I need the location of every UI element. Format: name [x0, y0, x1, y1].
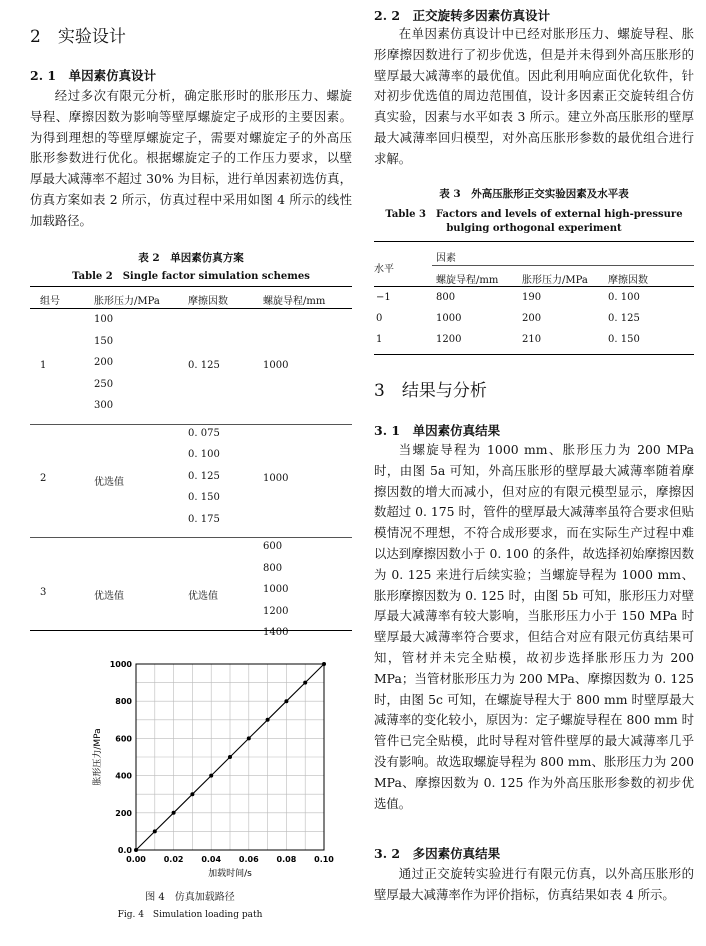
- table3-value-cell: 800: [436, 292, 456, 303]
- table3-value-cell: 0. 125: [608, 313, 640, 324]
- table2-pressure-value: 200: [94, 357, 114, 368]
- table2-friction-value: 0. 100: [188, 449, 220, 460]
- table2-caption-en: Table 2 Single factor simulation schemes: [72, 271, 310, 282]
- table3-header-friction: 摩擦因数: [608, 275, 648, 286]
- data-point: [153, 829, 157, 833]
- table3-header-factor: 因素: [436, 253, 456, 264]
- table2-pressure-value: 100: [94, 314, 114, 325]
- x-axis-label: 加载时间/s: [208, 869, 252, 879]
- x-tick-label: 0.10: [314, 855, 334, 864]
- y-tick-label: 600: [115, 734, 132, 744]
- table3-value-cell: 0. 150: [608, 334, 640, 345]
- table2-pressure-value: 250: [94, 378, 114, 390]
- subsection-3-1-title: 3. 1 单因素仿真结果: [374, 423, 501, 438]
- fig4-caption-zh: 图 4 仿真加载路径: [145, 892, 235, 903]
- table2-group-id: 1: [40, 359, 47, 371]
- table3-value-cell: 210: [522, 334, 542, 345]
- table2-group-divider: [30, 424, 352, 425]
- data-point: [284, 699, 288, 703]
- data-point: [322, 662, 326, 666]
- table3: [374, 241, 694, 356]
- x-tick-label: 0.02: [163, 855, 184, 864]
- paragraph-single-factor: 经过多次有限元分析，确定胀形时的胀形压力、螺旋导程、摩擦因数为影响等壁厚螺旋定子成形的主要因素。为得到理想的等壁厚螺旋定子，需要对螺旋定子的外高压胀形参数进行优化。根据螺旋定子的工作压力要求，以壁厚最大减薄率不超过 30% 为目标，进行单因素初选仿真，仿真方案如表 2 所示，仿真过程中采用如图 4 所示的线性加载路径。: [30, 88, 352, 228]
- table2-lead-value: 1000: [263, 584, 289, 595]
- data-point: [266, 718, 270, 722]
- table3-value-cell: 1200: [436, 334, 462, 345]
- fig4-caption-en: Fig. 4 Simulation loading path: [117, 910, 263, 920]
- table3-level-cell: −1: [376, 292, 391, 303]
- data-point: [228, 755, 232, 759]
- data-point: [209, 774, 213, 778]
- paragraph-orthogonal-design: 在单因素仿真设计中已经对胀形压力、螺旋导程、胀形摩擦因数进行了初步优选，但是并未得到外高压胀形的壁厚最大减薄率的最优值。因此利用响应面优化软件，针对初步优选值的周边范围值，设计多因素正交旋转组合仿真实验，因素与水平如表 3 所示。建立外高压胀形的壁厚最大减薄率回归模型，对外高压胀形参数的最优组合进行求解。: [374, 26, 694, 166]
- data-point: [190, 792, 194, 796]
- table2-lead-value: 1200: [263, 605, 289, 617]
- section-3-title: 3 结果与分析: [374, 381, 487, 401]
- table3-value-cell: 190: [522, 292, 542, 303]
- paragraph-single-factor-results: 当螺旋导程为 1000 mm、胀形压力为 200 MPa 时，由图 5a 可知，外高压胀形的壁厚最大减薄率随着摩擦因数的增大而减小，但对应的有限元模型显示，摩擦因数超过 0. 175 时，管件的壁厚最大减薄率虽符合要求但贴模情况不理想，不符合成形要求，而在实际生产过程中难以达到摩擦因数小于 0. 100 的条件，故选择初始摩擦因数为 0. 125 来进行后续实验；当螺旋导程为 1000 mm、胀形摩擦因数为 0. 125 时，由图 5b 可知，胀形压力对壁厚最大减薄率有较大影响，当胀形压力小于 150 MPa 时壁厚最大减薄率符合要求，但结合对应有限元仿真结果可知，管材并未完全贴模，故初步选择胀形压力为 200 MPa；当管材胀形压力为 200 MPa、摩擦因数为 0. 125 时，由图 5c 可知，在螺旋导程大于 800 mm 时壁厚最大减薄率的变化较小，原因为：定子螺旋导程在 800 mm 时管件已完全贴模，此时导程对管件壁厚的最大减薄率几乎没有影响。故选取螺旋导程为 800 mm、胀形压力为 200 MPa、摩擦因数为 0. 125 作为外高压胀形参数的初步优选值。: [374, 442, 694, 811]
- table3-level-cell: 1: [376, 334, 383, 345]
- x-tick-label: 0.00: [126, 855, 146, 864]
- table2-friction-value: 0. 175: [188, 513, 220, 525]
- data-point: [303, 681, 307, 685]
- table2-group-divider: [30, 537, 352, 538]
- x-tick-label: 0.06: [238, 855, 259, 864]
- data-point: [172, 811, 176, 815]
- table2-friction-value: 0. 150: [188, 492, 220, 503]
- x-tick-label: 0.08: [276, 855, 297, 864]
- section-2-title: 2 实验设计: [30, 27, 126, 47]
- table2-lead-value: 1000: [263, 359, 289, 371]
- y-tick-label: 400: [115, 771, 132, 781]
- table2-header-group: 组号: [40, 296, 60, 307]
- table2-pressure-value: 优选值: [94, 590, 124, 602]
- table2-friction-value: 0. 075: [188, 427, 220, 439]
- table3-value-cell: 200: [522, 313, 542, 324]
- table2-header-friction: 摩擦因数: [188, 296, 228, 307]
- table2-caption-zh: 表 2 单因素仿真方案: [138, 252, 244, 264]
- data-point: [247, 736, 251, 740]
- table2-pressure-value: 150: [94, 335, 114, 347]
- table2-lead-value: 600: [263, 541, 283, 552]
- table2-friction-value: 优选值: [188, 590, 218, 602]
- x-tick-label: 0.04: [201, 855, 222, 864]
- table3-value-cell: 0. 100: [608, 292, 640, 303]
- figure-4: [70, 652, 334, 922]
- y-tick-label: 800: [115, 697, 132, 707]
- table3-caption-zh: 表 3 外高压胀形正交实验因素及水平表: [439, 188, 629, 200]
- subsection-2-2-title: 2. 2 正交旋转多因素仿真设计: [374, 8, 551, 23]
- y-tick-label: 0.0: [117, 846, 132, 855]
- table2-friction-value: 0. 125: [188, 359, 220, 371]
- table3-header-lead: 螺旋导程/mm: [436, 275, 499, 286]
- y-tick-label: 200: [115, 808, 132, 818]
- data-point: [134, 848, 138, 852]
- table3-value-cell: 1000: [436, 313, 462, 324]
- table2-lead-value: 1000: [263, 473, 289, 485]
- table2-pressure-value: 300: [94, 400, 114, 411]
- table2-group-id: 2: [40, 473, 47, 485]
- table3-header-level: 水平: [374, 264, 394, 275]
- subsection-2-1-title: 2. 1 单因素仿真设计: [30, 68, 157, 83]
- table2: [30, 286, 352, 640]
- y-axis-label: 胀形压力/MPa: [93, 728, 103, 786]
- table2-group-id: 3: [40, 586, 47, 598]
- paragraph-multi-factor-results: 通过正交旋转实验进行有限元仿真，以外高压胀形的壁厚最大减薄率作为评价指标，仿真结果如表 4 所示。: [374, 866, 694, 902]
- table2-friction-value: 0. 125: [188, 470, 220, 482]
- y-tick-label: 1000: [109, 660, 132, 669]
- table3-caption-en-1: Table 3 Factors and levels of external high-pressure: [385, 209, 683, 220]
- table2-lead-value: 1400: [263, 627, 289, 638]
- table2-lead-value: 800: [263, 562, 283, 574]
- table2-header-lead: 螺旋导程/mm: [263, 296, 326, 307]
- table2-header-pressure: 胀形压力/MPa: [94, 296, 160, 307]
- subsection-3-2-title: 3. 2 多因素仿真结果: [374, 846, 501, 861]
- loading-path-chart: [70, 652, 334, 892]
- table3-caption-en-2: bulging orthogonal experiment: [446, 223, 622, 234]
- table3-header-pressure: 胀形压力/MPa: [522, 275, 588, 286]
- table3-level-cell: 0: [376, 313, 383, 324]
- table2-pressure-value: 优选值: [94, 477, 124, 489]
